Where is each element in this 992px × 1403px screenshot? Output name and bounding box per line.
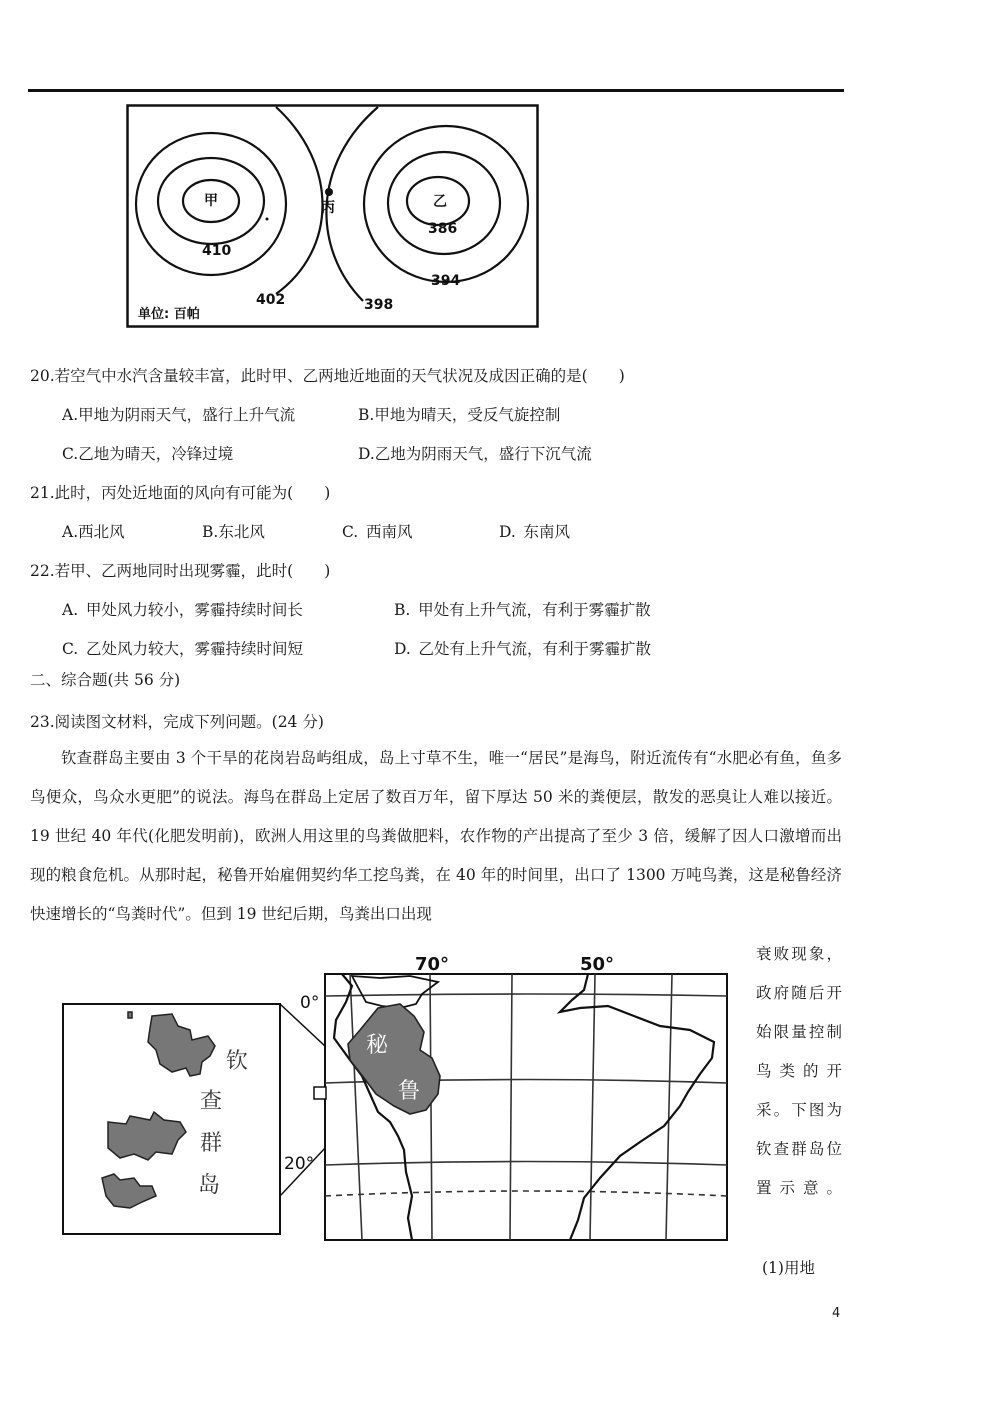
- q22-option-a: A. 甲处风力较小，雾霾持续时间长: [62, 601, 303, 619]
- q23-paragraph: 钦查群岛主要由 3 个干旱的花岗岩岛屿组成，岛上寸草不生，唯一“居民”是海鸟，附近流传有“水肥必有鱼，鱼多鸟便众，鸟众水更肥”的说法。海鸟在群岛上定居了数百万年，留下厚达 50 米的粪便层，散发的恶臭让人难以接近。19 世纪 40 年代(化肥发明前)，欧洲人用这里的鸟粪做肥料，农作物的产出提高了至少 3 倍，缓解了因人口激增而出现的粮食危机。从那时起，秘鲁开始雇佣契约华工挖鸟粪，在 40 年的时间里，出口了 1300 万吨鸟粪，这是秘鲁经济快速增长的“鸟粪时代”。但到 19 世纪后期，鸟粪出口出现: [30, 749, 842, 923]
- section-heading: 二、综合题(共 56 分): [30, 671, 181, 689]
- point-bing-marker: [325, 188, 333, 196]
- lon-70-label: 70°: [415, 954, 450, 975]
- inset-label-3: 群: [200, 1131, 223, 1156]
- q23-side-text: 衰败现象，政府随后开始限量控制鸟类的开采。下图为钦查群岛位置示意。: [756, 945, 842, 1197]
- q21-option-c: C. 西南风: [342, 523, 413, 541]
- q21-option-a: A.西北风: [62, 523, 125, 541]
- q21-option-d: D. 东南风: [499, 523, 571, 541]
- location-map: [60, 946, 732, 1244]
- q23-subquestion-1: (1)用地: [762, 1259, 815, 1277]
- inset-label-2: 查: [200, 1089, 223, 1114]
- peru-label-1: 秘: [366, 1033, 389, 1058]
- label-jia: 甲: [204, 193, 218, 209]
- chincha-marker: [314, 1087, 326, 1099]
- q22-option-b: B. 甲处有上升气流，有利于雾霾扩散: [394, 601, 651, 619]
- q22-option-c: C. 乙处风力较大，雾霾持续时间短: [62, 640, 303, 658]
- label-bing: 丙: [321, 200, 335, 216]
- value-398: 398: [364, 297, 394, 313]
- q21-stem: 21.此时，丙处近地面的风向有可能为( ): [30, 484, 331, 502]
- map-speck: [266, 218, 269, 221]
- lon-50-label: 50°: [580, 954, 615, 975]
- lat-0-label: 0°: [300, 993, 320, 1013]
- value-386: 386: [428, 221, 458, 237]
- q22-stem: 22.若甲、乙两地同时出现雾霾，此时( ): [30, 562, 331, 580]
- q22-option-d: D. 乙处有上升气流，有利于雾霾扩散: [394, 640, 652, 658]
- q20-option-a: A.甲地为阴雨天气，盛行上升气流: [62, 406, 296, 424]
- page-number: 4: [832, 1306, 841, 1321]
- islet: [128, 1012, 132, 1018]
- unit-label: 单位: 百帕: [138, 307, 200, 322]
- q23-stem: 23.阅读图文材料，完成下列问题。(24 分): [30, 713, 324, 731]
- q20-option-b: B.甲地为晴天，受反气旋控制: [358, 406, 561, 424]
- lat-20-label: 20°: [284, 1154, 315, 1174]
- value-394: 394: [431, 273, 461, 289]
- value-410: 410: [202, 243, 232, 259]
- label-yi: 乙: [433, 194, 447, 210]
- q21-option-b: B.东北风: [202, 523, 265, 541]
- inset-label-4: 岛: [198, 1173, 221, 1198]
- q20-stem: 20.若空气中水汽含量较丰富，此时甲、乙两地近地面的天气状况及成因正确的是( ): [30, 367, 625, 385]
- header-rule: [28, 89, 844, 92]
- q20-option-c: C.乙地为晴天，冷锋过境: [62, 445, 234, 463]
- isobar-map-frame: [128, 106, 538, 327]
- peru-label-2: 鲁: [398, 1079, 421, 1104]
- q20-option-d: D.乙地为阴雨天气，盛行下沉气流: [358, 445, 592, 463]
- isobar-map: [126, 104, 542, 330]
- inset-label-1: 钦: [226, 1049, 249, 1074]
- value-402: 402: [256, 292, 286, 308]
